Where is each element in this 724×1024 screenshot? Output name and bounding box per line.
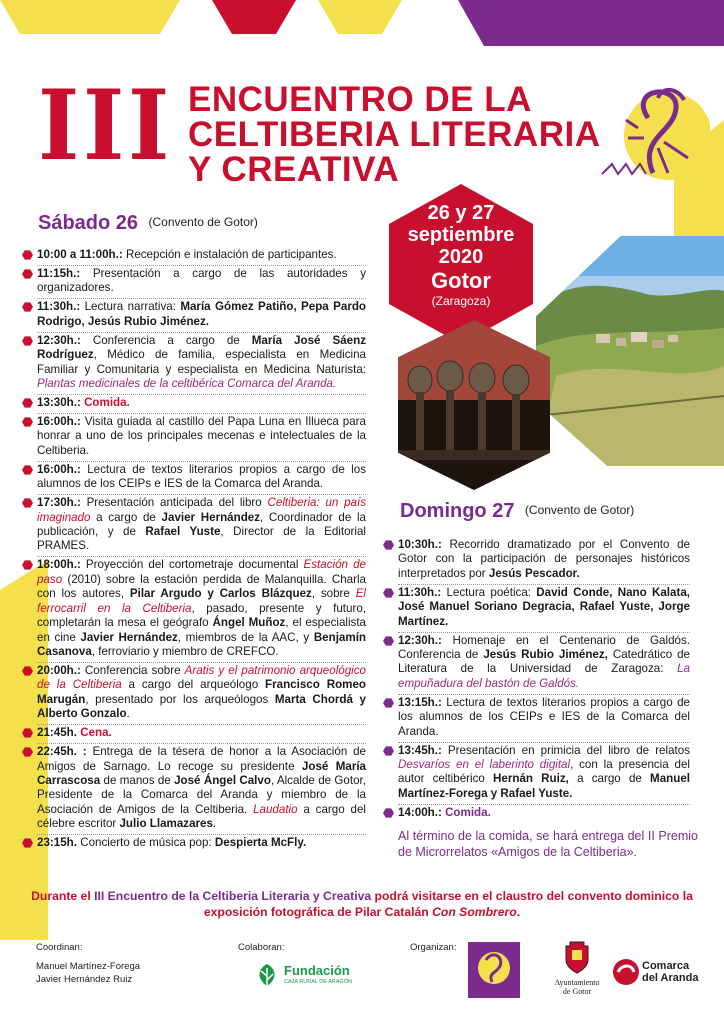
saturday-location: (Convento de Gotor) bbox=[148, 215, 258, 229]
list-item: 11:30h.: Lectura poética: David Conde, Nano Kalata, José Manuel Soriano Degracia, Rafael Yuste, Jorge Martínez. bbox=[383, 586, 690, 629]
hexagon-bullet-icon bbox=[22, 417, 33, 427]
saturday-schedule bbox=[22, 248, 366, 855]
notice-exhibition-title: Con Sombrero bbox=[432, 905, 517, 919]
title-line-3: Y CREATIVA bbox=[188, 150, 400, 189]
hexagon-bullet-icon bbox=[22, 838, 33, 848]
hexagon-bullet-icon bbox=[22, 465, 33, 475]
top-decoration bbox=[0, 0, 724, 60]
roman-numeral: III bbox=[38, 69, 173, 182]
comarca-logo bbox=[612, 958, 712, 988]
list-item: 10:30h.: Recorrido dramatizado por el Convento de Gotor con la participación de personajes históricos interpretados por Jesús Pescador. bbox=[383, 538, 690, 581]
date-month: septiembre bbox=[407, 224, 515, 246]
village-landscape-photo bbox=[536, 236, 724, 466]
hexagon-bullet-icon bbox=[383, 588, 394, 598]
asociacion-logo bbox=[468, 942, 520, 998]
date-badge bbox=[389, 184, 533, 344]
ayuntamiento-logo bbox=[548, 940, 606, 1002]
date-year: 2020 bbox=[438, 246, 484, 268]
list-item: 16:00h.: Visita guiada al castillo del Papa Luna en Illueca para honrar a uno de los principales mecenas e intelectuales de la Celtiberia. bbox=[22, 415, 366, 458]
page-title bbox=[188, 80, 601, 189]
hexagon-bullet-icon bbox=[383, 808, 394, 818]
list-item: 11:15h.: Presentación a cargo de las autoridades y organizadores. bbox=[22, 267, 366, 296]
exhibition-notice bbox=[20, 888, 704, 920]
ayuntamiento-line-2: de Gotor bbox=[562, 987, 592, 996]
coordinan-label: Coordinan: bbox=[36, 942, 83, 953]
list-item: 12:30h.: Conferencia a cargo de María José Sáenz Rodríguez, Médico de familia, especialista en Medicina Familiar y Comunitaria y especialista en Medicina Naturista: Plantas medicinales de la celtibérica Comarca del Aranda. bbox=[22, 334, 366, 392]
closing-text: Al término de la comida, se hará entrega del II Premio de Microrrelatos «Amigos de la Celtiberia». bbox=[398, 829, 698, 859]
organizan-label: Organizan: bbox=[410, 942, 457, 953]
sunday-title: Domingo 27 bbox=[400, 500, 515, 522]
list-item: 20:00h.: Conferencia sobre Aratis y el patrimonio arqueológico de la Celtiberia a cargo del arqueólogo Francisco Romeo Marugán, presentado por los arqueólogos Marta Chordá y Alberto Gonzalo. bbox=[22, 664, 366, 722]
sunday-location: (Convento de Gotor) bbox=[524, 503, 635, 517]
hexagon-bullet-icon bbox=[22, 666, 33, 676]
coordinator-name: Manuel Martínez-Forega bbox=[36, 961, 141, 972]
hexagon-bullet-icon bbox=[22, 728, 33, 738]
title-line-1: ENCUENTRO DE LA bbox=[188, 80, 532, 119]
coordinator-name: Javier Hernández Ruiz bbox=[36, 974, 133, 985]
hexagon-bullet-icon bbox=[383, 698, 394, 708]
comarca-symbol-icon bbox=[612, 958, 640, 986]
list-item: 13:30h.: Comida. bbox=[22, 396, 366, 410]
ayuntamiento-line-1: Ayuntamiento bbox=[554, 978, 600, 987]
hexagon-bullet-icon bbox=[22, 747, 33, 757]
list-item: 17:30h.: Presentación anticipada del libro Celtiberia: un país imaginado a cargo de Javier Hernández, Coordinador de la publicación, y de Rafael Yuste, Director de la Editorial PRAMES. bbox=[22, 496, 366, 554]
celtiberian-symbol-icon bbox=[468, 942, 520, 998]
list-item: 11:30h.: Lectura narrativa: María Gómez Patiño, Pepa Pardo Rodrigo, Jesús Rubio Jiménez. bbox=[22, 300, 366, 329]
sunday-heading bbox=[400, 500, 634, 523]
fundacion-logo bbox=[254, 962, 374, 990]
hexagon-bullet-icon bbox=[22, 250, 33, 260]
list-item: 13:15h.: Lectura de textos literarios propios a cargo de los alumnos de los CEIPs e IES de la Comarca del Aranda. bbox=[383, 696, 690, 739]
colaboran-label: Colaboran: bbox=[238, 942, 285, 953]
list-item: 16:00h.: Lectura de textos literarios propios a cargo de los alumnos de los CEIPs e IES de la Comarca del Aranda. bbox=[22, 463, 366, 492]
list-item: 14:00h.: Comida. bbox=[383, 806, 690, 820]
notice-part: . bbox=[516, 905, 521, 919]
date-place: Gotor bbox=[431, 268, 491, 293]
hexagon-bullet-icon bbox=[22, 560, 33, 570]
comarca-line-2: del Aranda bbox=[642, 972, 699, 984]
title-line-2: CELTIBERIA LITERARIA bbox=[188, 115, 601, 154]
list-item: 10:00 a 11:00h.: Recepción e instalación de participantes. bbox=[22, 248, 366, 262]
date-days: 26 y 27 bbox=[427, 202, 495, 224]
list-item: 23:15h. Concierto de música pop: Despierta McFly. bbox=[22, 836, 366, 850]
notice-part: Durante el bbox=[31, 889, 95, 903]
hexagon-bullet-icon bbox=[22, 302, 33, 312]
coat-of-arms-icon bbox=[564, 940, 590, 974]
list-item: 13:45h.: Presentación en primicia del libro de relatos Desvaríos en el laberinto digital, con la presencia del autor celtibérico Hernán Ruiz, a cargo de Manuel Martínez-Forega y Rafael Yuste. bbox=[383, 744, 690, 802]
notice-event-name: III Encuentro de la Celtiberia Literaria y Creativa bbox=[94, 889, 372, 903]
hexagon-bullet-icon bbox=[383, 540, 394, 550]
sunday-schedule bbox=[383, 538, 690, 825]
coordinators bbox=[36, 960, 140, 986]
list-item: 18:00h.: Proyección del cortometraje documental Estación de paso (2010) sobre la estación perdida de Malanquilla. Charla con los autores, Pilar Argudo y Carlos Blázquez, sobre El ferrocarril en la Celtiberia, pasado, presente y futuro, completarán la mesa el geógrafo Ángel Muñoz, el especialista en cine Javier Hernández, miembros de la AAC, y Benjamín Casanova, ferroviario y miembro de CREFCO. bbox=[22, 558, 366, 659]
saturday-heading bbox=[38, 212, 258, 235]
celtiberian-logo bbox=[598, 78, 710, 196]
hexagon-bullet-icon bbox=[22, 498, 33, 508]
fundacion-sub: CAJA RURAL DE ARAGÓN bbox=[284, 979, 352, 985]
list-item: 12:30h.: Homenaje en el Centenario de Galdós. Conferencia de Jesús Rubio Jiménez, Catedrático de Literatura de la Universidad de Zaragoza: La empuñadura del bastón de Galdós. bbox=[383, 634, 690, 692]
celtiberian-helmets-photo bbox=[398, 320, 550, 490]
hexagon-bullet-icon bbox=[22, 269, 33, 279]
hexagon-bullet-icon bbox=[383, 746, 394, 756]
fundacion-name: Fundación bbox=[284, 963, 350, 978]
hexagon-bullet-icon bbox=[22, 398, 33, 408]
saturday-title: Sábado 26 bbox=[38, 212, 139, 234]
hexagon-bullet-icon bbox=[383, 636, 394, 646]
list-item: 22:45h. : Entrega de la tésera de honor a la Asociación de Amigos de Sarnago. Lo recoge su presidente José María Carrascosa de manos de José Ángel Calvo, Alcalde de Gotor, Presidente de la Comarca del Aranda y miembro de la Asociación de Amigos de la Celtiberia. Laudatio a cargo del célebre escritor Julio Llamazares. bbox=[22, 745, 366, 831]
list-item: 21:45h. Cena. bbox=[22, 726, 366, 740]
hexagon-bullet-icon bbox=[22, 336, 33, 346]
leaf-icon bbox=[254, 962, 280, 988]
date-region: (Zaragoza) bbox=[431, 294, 491, 308]
comarca-line-1: Comarca bbox=[642, 960, 690, 972]
notice-part: podrá visitarse en el claustro del convento dominico la exposición fotográfica de Pilar Catalán bbox=[203, 889, 693, 919]
